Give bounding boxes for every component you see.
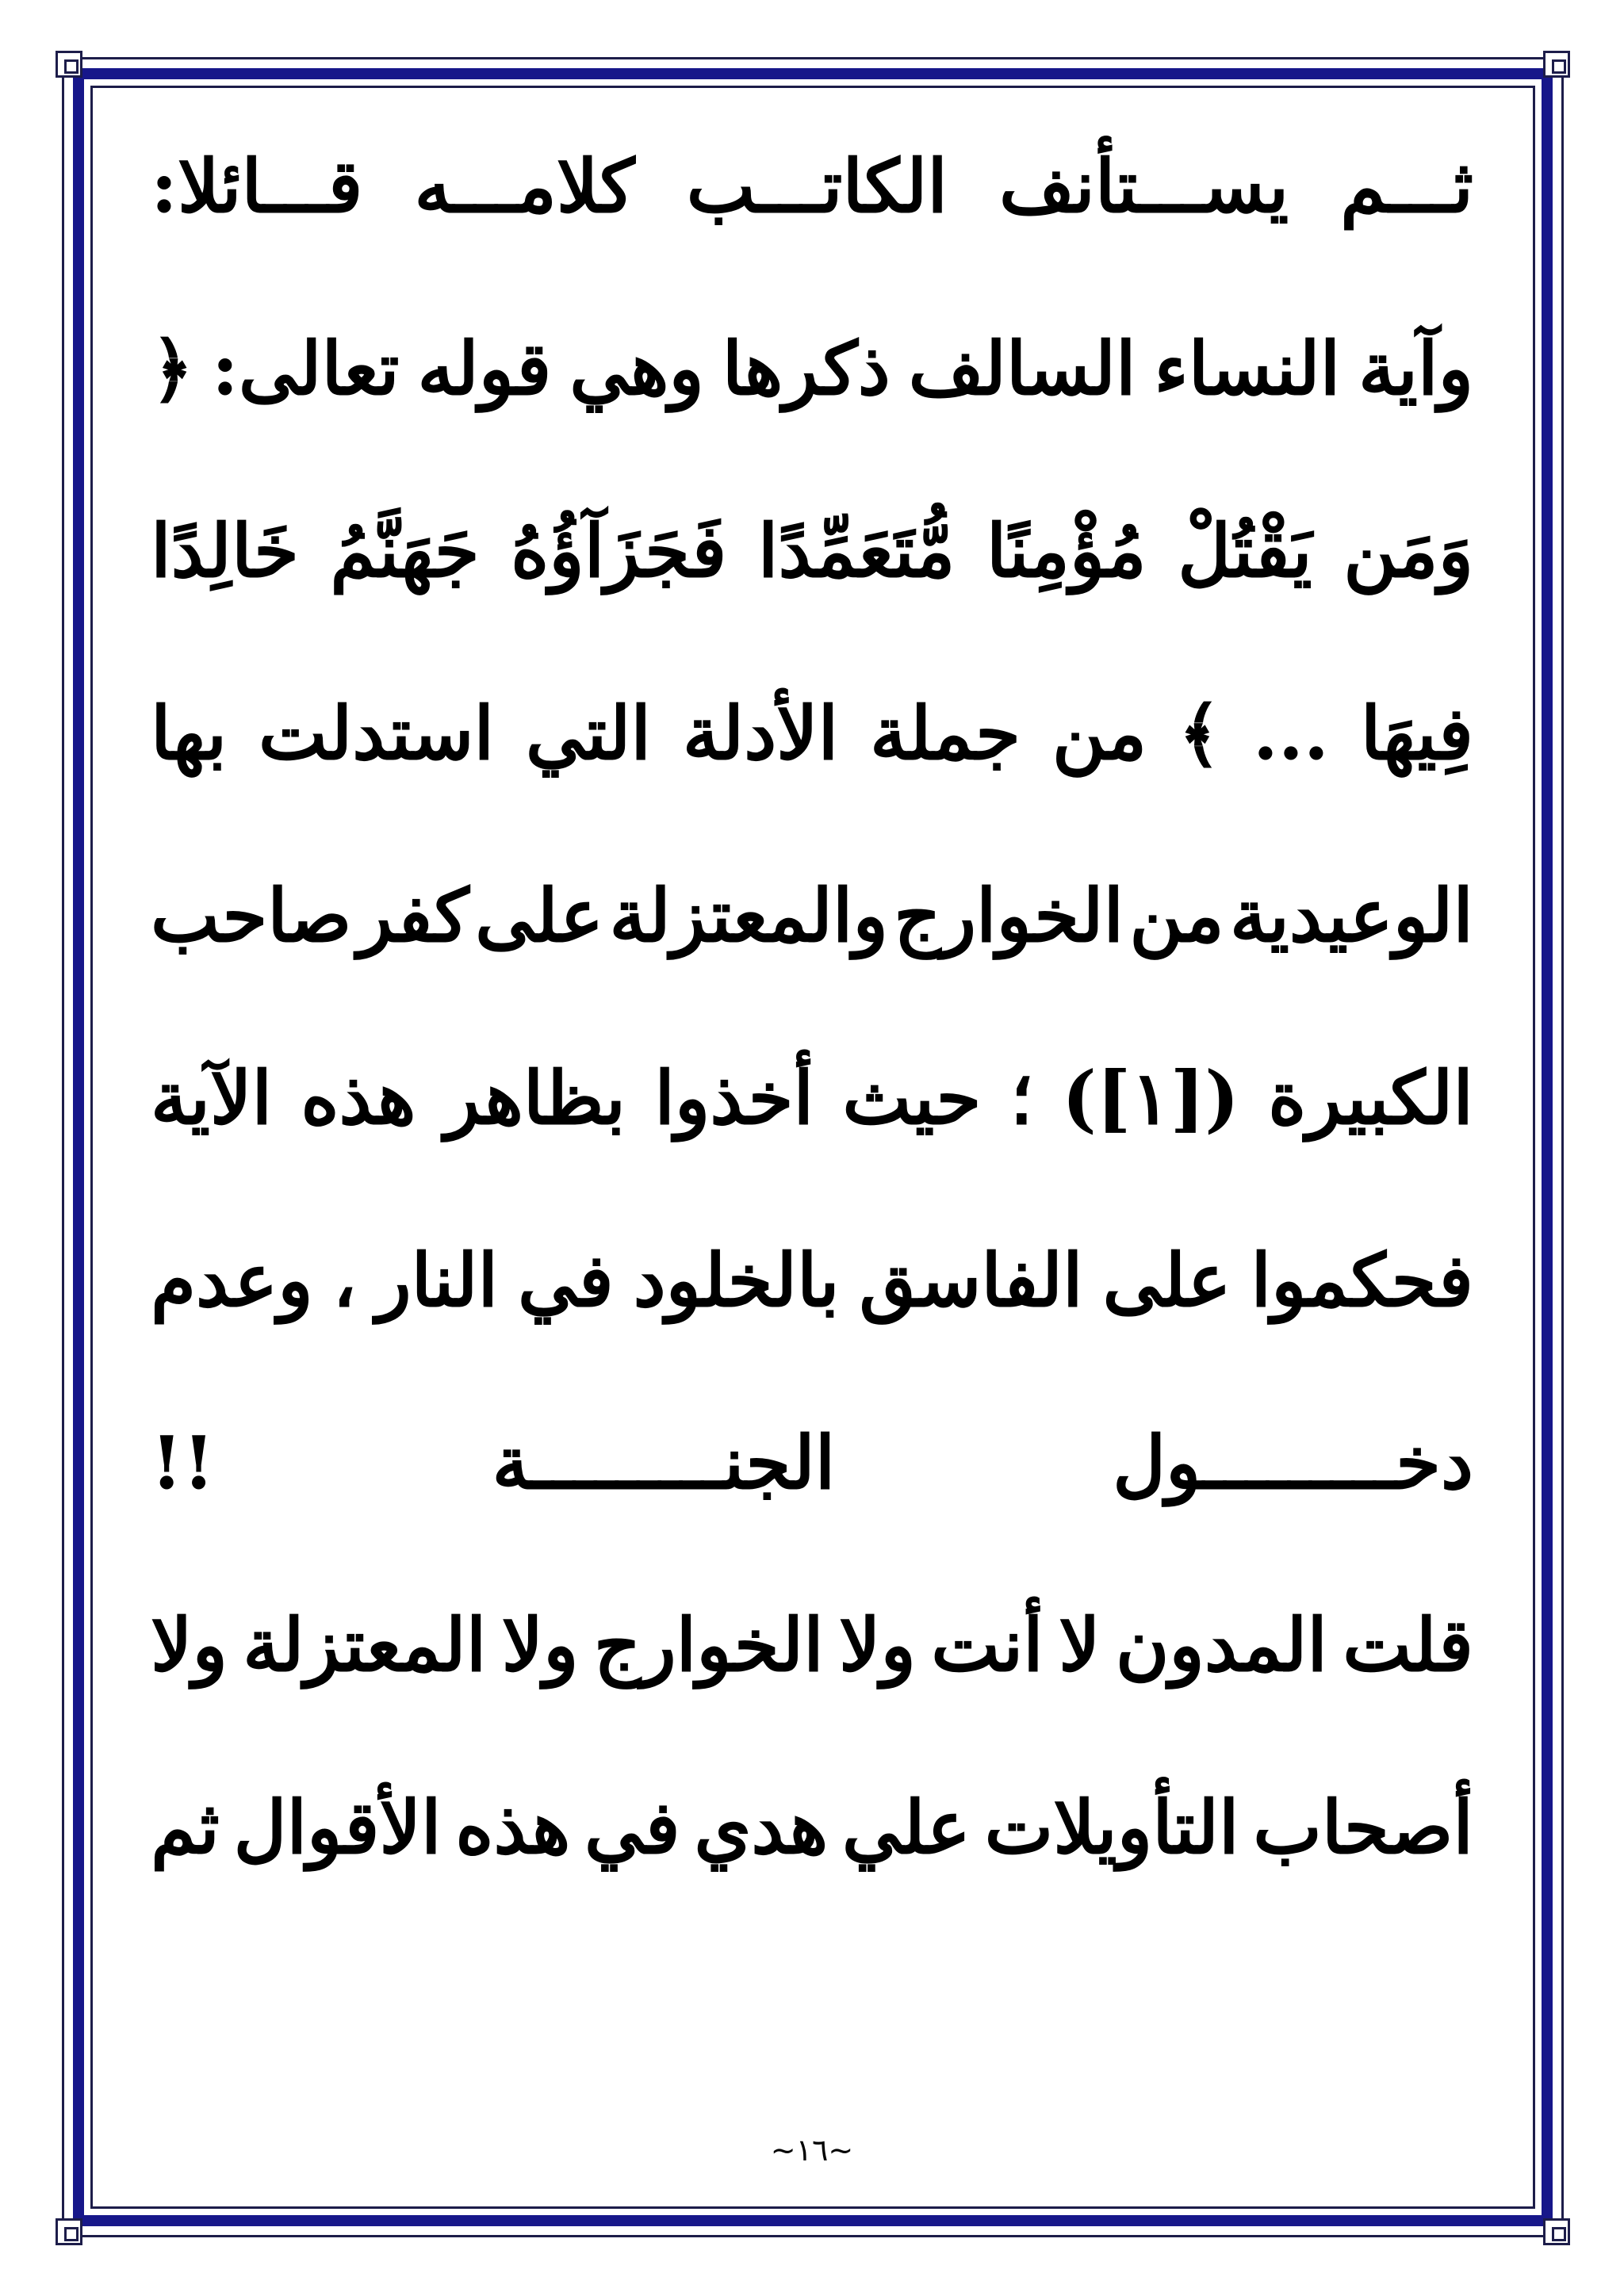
text-word: على (1102, 1238, 1231, 1323)
text-word: هذه (455, 1785, 571, 1870)
corner-ornament-bottom-right (1543, 2218, 1570, 2245)
text-word: !! (151, 1420, 215, 1506)
text-word: قوله (417, 326, 552, 411)
text-word: ... (1252, 691, 1329, 776)
text-word: الوعيدية (1230, 873, 1473, 959)
text-word: قلت (1342, 1602, 1473, 1688)
text-word: الآية (151, 1055, 273, 1141)
text-word: مُّتَعَمِّدًا (757, 508, 956, 594)
text-line (151, 856, 1473, 975)
text-word: الكاتـــب (686, 144, 948, 229)
text-word: استدلت (258, 691, 495, 776)
text-word: جَهَنَّمُ (330, 508, 480, 594)
text-word: ، (332, 1238, 357, 1323)
text-word: التأويلات (984, 1785, 1239, 1870)
text-word: ولا (839, 1602, 916, 1688)
page-number: ~١٦~ (770, 2133, 854, 2168)
text-line (151, 1586, 1473, 1705)
text-word: فحكموا (1251, 1238, 1473, 1323)
corner-ornament-top-left (56, 51, 82, 78)
text-word: جملة (870, 691, 1021, 776)
text-word: ثـــم (1340, 144, 1473, 229)
text-word: الفاسق (859, 1238, 1083, 1323)
corner-ornament-top-right (1543, 51, 1570, 78)
text-word: كلامـــه (414, 144, 635, 229)
text-word: ذكرها (722, 326, 891, 411)
text-word: الأقوال (233, 1785, 442, 1870)
text-word: بها (151, 691, 228, 776)
text-word: ولا (151, 1602, 228, 1688)
text-word: ﴾ (1178, 691, 1221, 776)
text-word: خَالِدًا (151, 508, 299, 594)
text-word: دخـــــــــول (1113, 1420, 1473, 1506)
text-word: لا (1059, 1602, 1101, 1688)
text-word: في (518, 1238, 614, 1323)
text-word: المعتزلة (243, 1602, 487, 1688)
text-word: في (584, 1785, 680, 1870)
text-word: صاحب (151, 873, 352, 959)
text-word: مُؤْمِنًا (986, 508, 1147, 594)
text-word: ﴿ (151, 326, 193, 411)
text-word: الأدلة (682, 691, 839, 776)
text-word: من (1051, 691, 1147, 776)
text-word: وعدم (151, 1238, 313, 1323)
text-word: فَجَزَآؤُهُ (511, 508, 727, 594)
text-line (151, 309, 1473, 428)
text-line (151, 127, 1473, 246)
text-word: أخذوا (654, 1055, 814, 1141)
text-word: تعالى: (211, 326, 400, 411)
text-word: ؛ (1009, 1055, 1033, 1141)
text-word: بالخلود (633, 1238, 840, 1323)
text-word: يســـتأنف (999, 144, 1289, 229)
text-word: هدي (694, 1785, 829, 1870)
text-line (151, 1221, 1473, 1340)
text-word: وهي (569, 326, 704, 411)
text-word: وَمَن (1343, 508, 1473, 594)
text-word: هذه (301, 1055, 416, 1141)
text-line (151, 1768, 1473, 1887)
text-word: الخوارج (593, 1602, 824, 1688)
text-word: وآية (1358, 326, 1473, 411)
text-word: ولا (501, 1602, 579, 1688)
text-word: ثم (151, 1785, 220, 1870)
page-body-text (151, 127, 1473, 2093)
text-line (151, 1403, 1473, 1522)
text-word: من (1129, 873, 1224, 959)
text-word: الجنـــــــــة (492, 1420, 836, 1506)
text-word: الكبيرة (1268, 1055, 1473, 1141)
text-word: فِيهَا (1360, 691, 1473, 776)
text-word: الخوارج (894, 873, 1124, 959)
text-word: أصحاب (1253, 1785, 1473, 1870)
corner-ornament-bottom-left (56, 2218, 82, 2245)
text-line (151, 674, 1473, 793)
text-word: النار (376, 1238, 499, 1323)
text-word: على (475, 873, 604, 959)
text-word: قـــائلا: (151, 144, 363, 229)
text-word: كفر (357, 873, 469, 959)
text-word: بظاهر (444, 1055, 626, 1141)
text-word: والمعتزلة (609, 873, 888, 959)
text-word: ([١]) (1062, 1055, 1239, 1141)
text-word: يَقْتُلْ (1178, 508, 1312, 594)
text-word: السالف (908, 326, 1136, 411)
text-word: أنت (931, 1602, 1044, 1688)
text-word: المدون (1115, 1602, 1327, 1688)
text-line (151, 1039, 1473, 1158)
text-word: التي (525, 691, 651, 776)
text-line (151, 492, 1473, 610)
text-word: علي (841, 1785, 971, 1870)
text-word: النساء (1154, 326, 1341, 411)
text-word: حيث (842, 1055, 982, 1141)
